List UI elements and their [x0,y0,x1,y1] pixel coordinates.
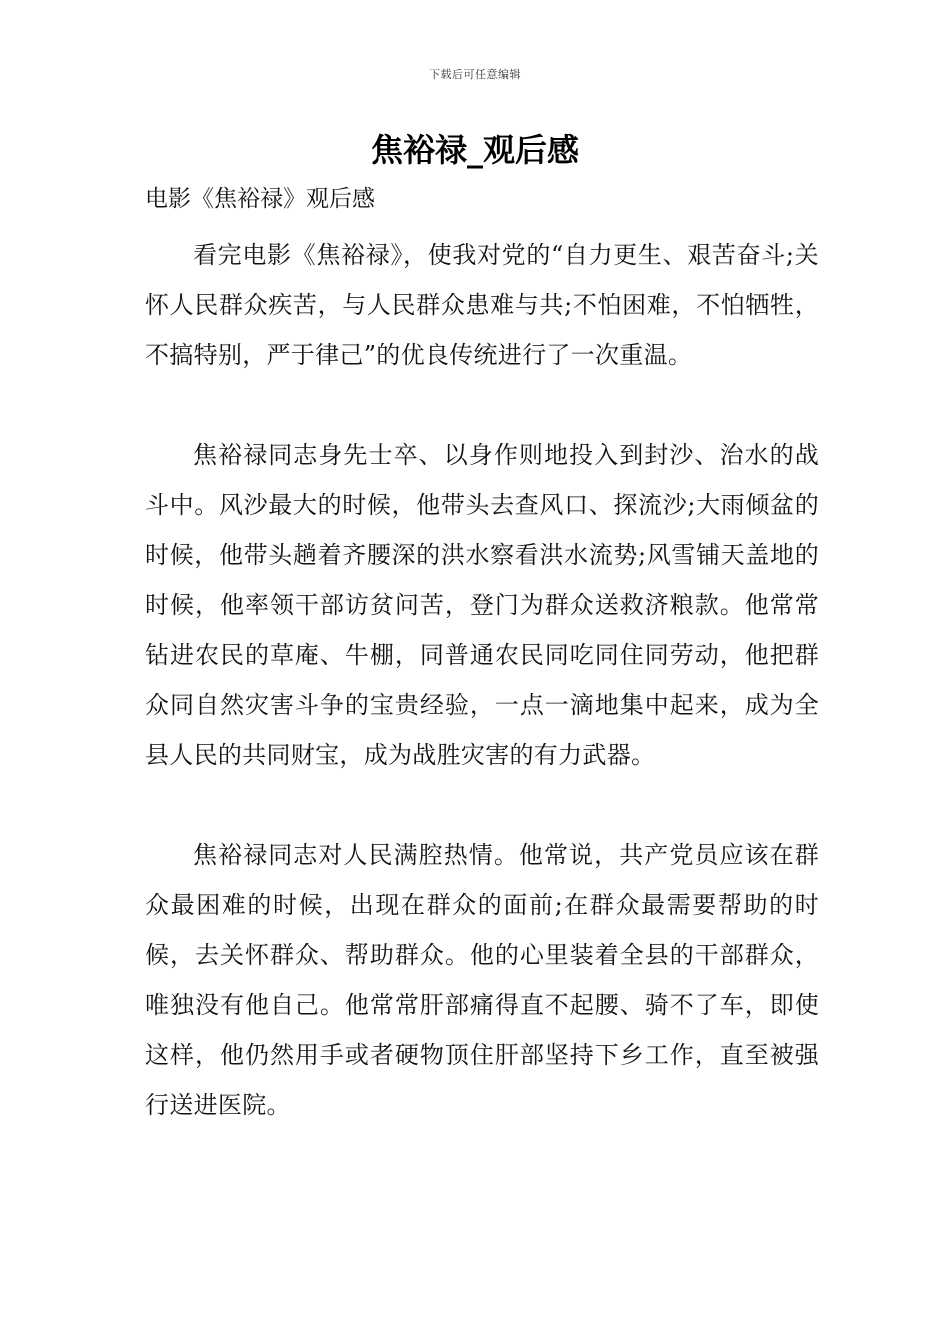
paragraph-1: 看完电影《焦裕禄》，使我对党的“自力更生、艰苦奋斗;关怀人民群众疾苦，与人民群众患难与共;不怕困难，不怕牺牲，不搞特别，严于律己”的优良传统进行了一次重温。 [145,241,819,369]
document-subtitle: 电影《焦裕禄》观后感 [145,186,375,212]
paragraph-3: 焦裕禄同志对人民满腔热情。他常说，共产党员应该在群众最困难的时候，出现在群众的面前;在群众最需要帮助的时候，去关怀群众、帮助群众。他的心里装着全县的干部群众，唯独没有他自己。他常常肝部痛得直不起腰、骑不了车，即使这样，他仍然用手或者硬物顶住肝部坚持下乡工作，直至被强行送进医院。 [145,841,819,1119]
document-body [145,230,819,1130]
paragraph-2: 焦裕禄同志身先士卒、以身作则地投入到封沙、治水的战斗中。风沙最大的时候，他带头去查风口、探流沙;大雨倾盆的时候，他带头趟着齐腰深的洪水察看洪水流势;风雪铺天盖地的时候，他率领干部访贫问苦，登门为群众送救济粮款。他常常钻进农民的草庵、牛棚，同普通农民同吃同住同劳动，他把群众同自然灾害斗争的宝贵经验，一点一滴地集中起来，成为全县人民的共同财宝，成为战胜灾害的有力武器。 [145,441,819,769]
document-title: 焦裕禄_观后感 [370,131,579,169]
header-note: 下载后可任意编辑 [429,68,521,81]
